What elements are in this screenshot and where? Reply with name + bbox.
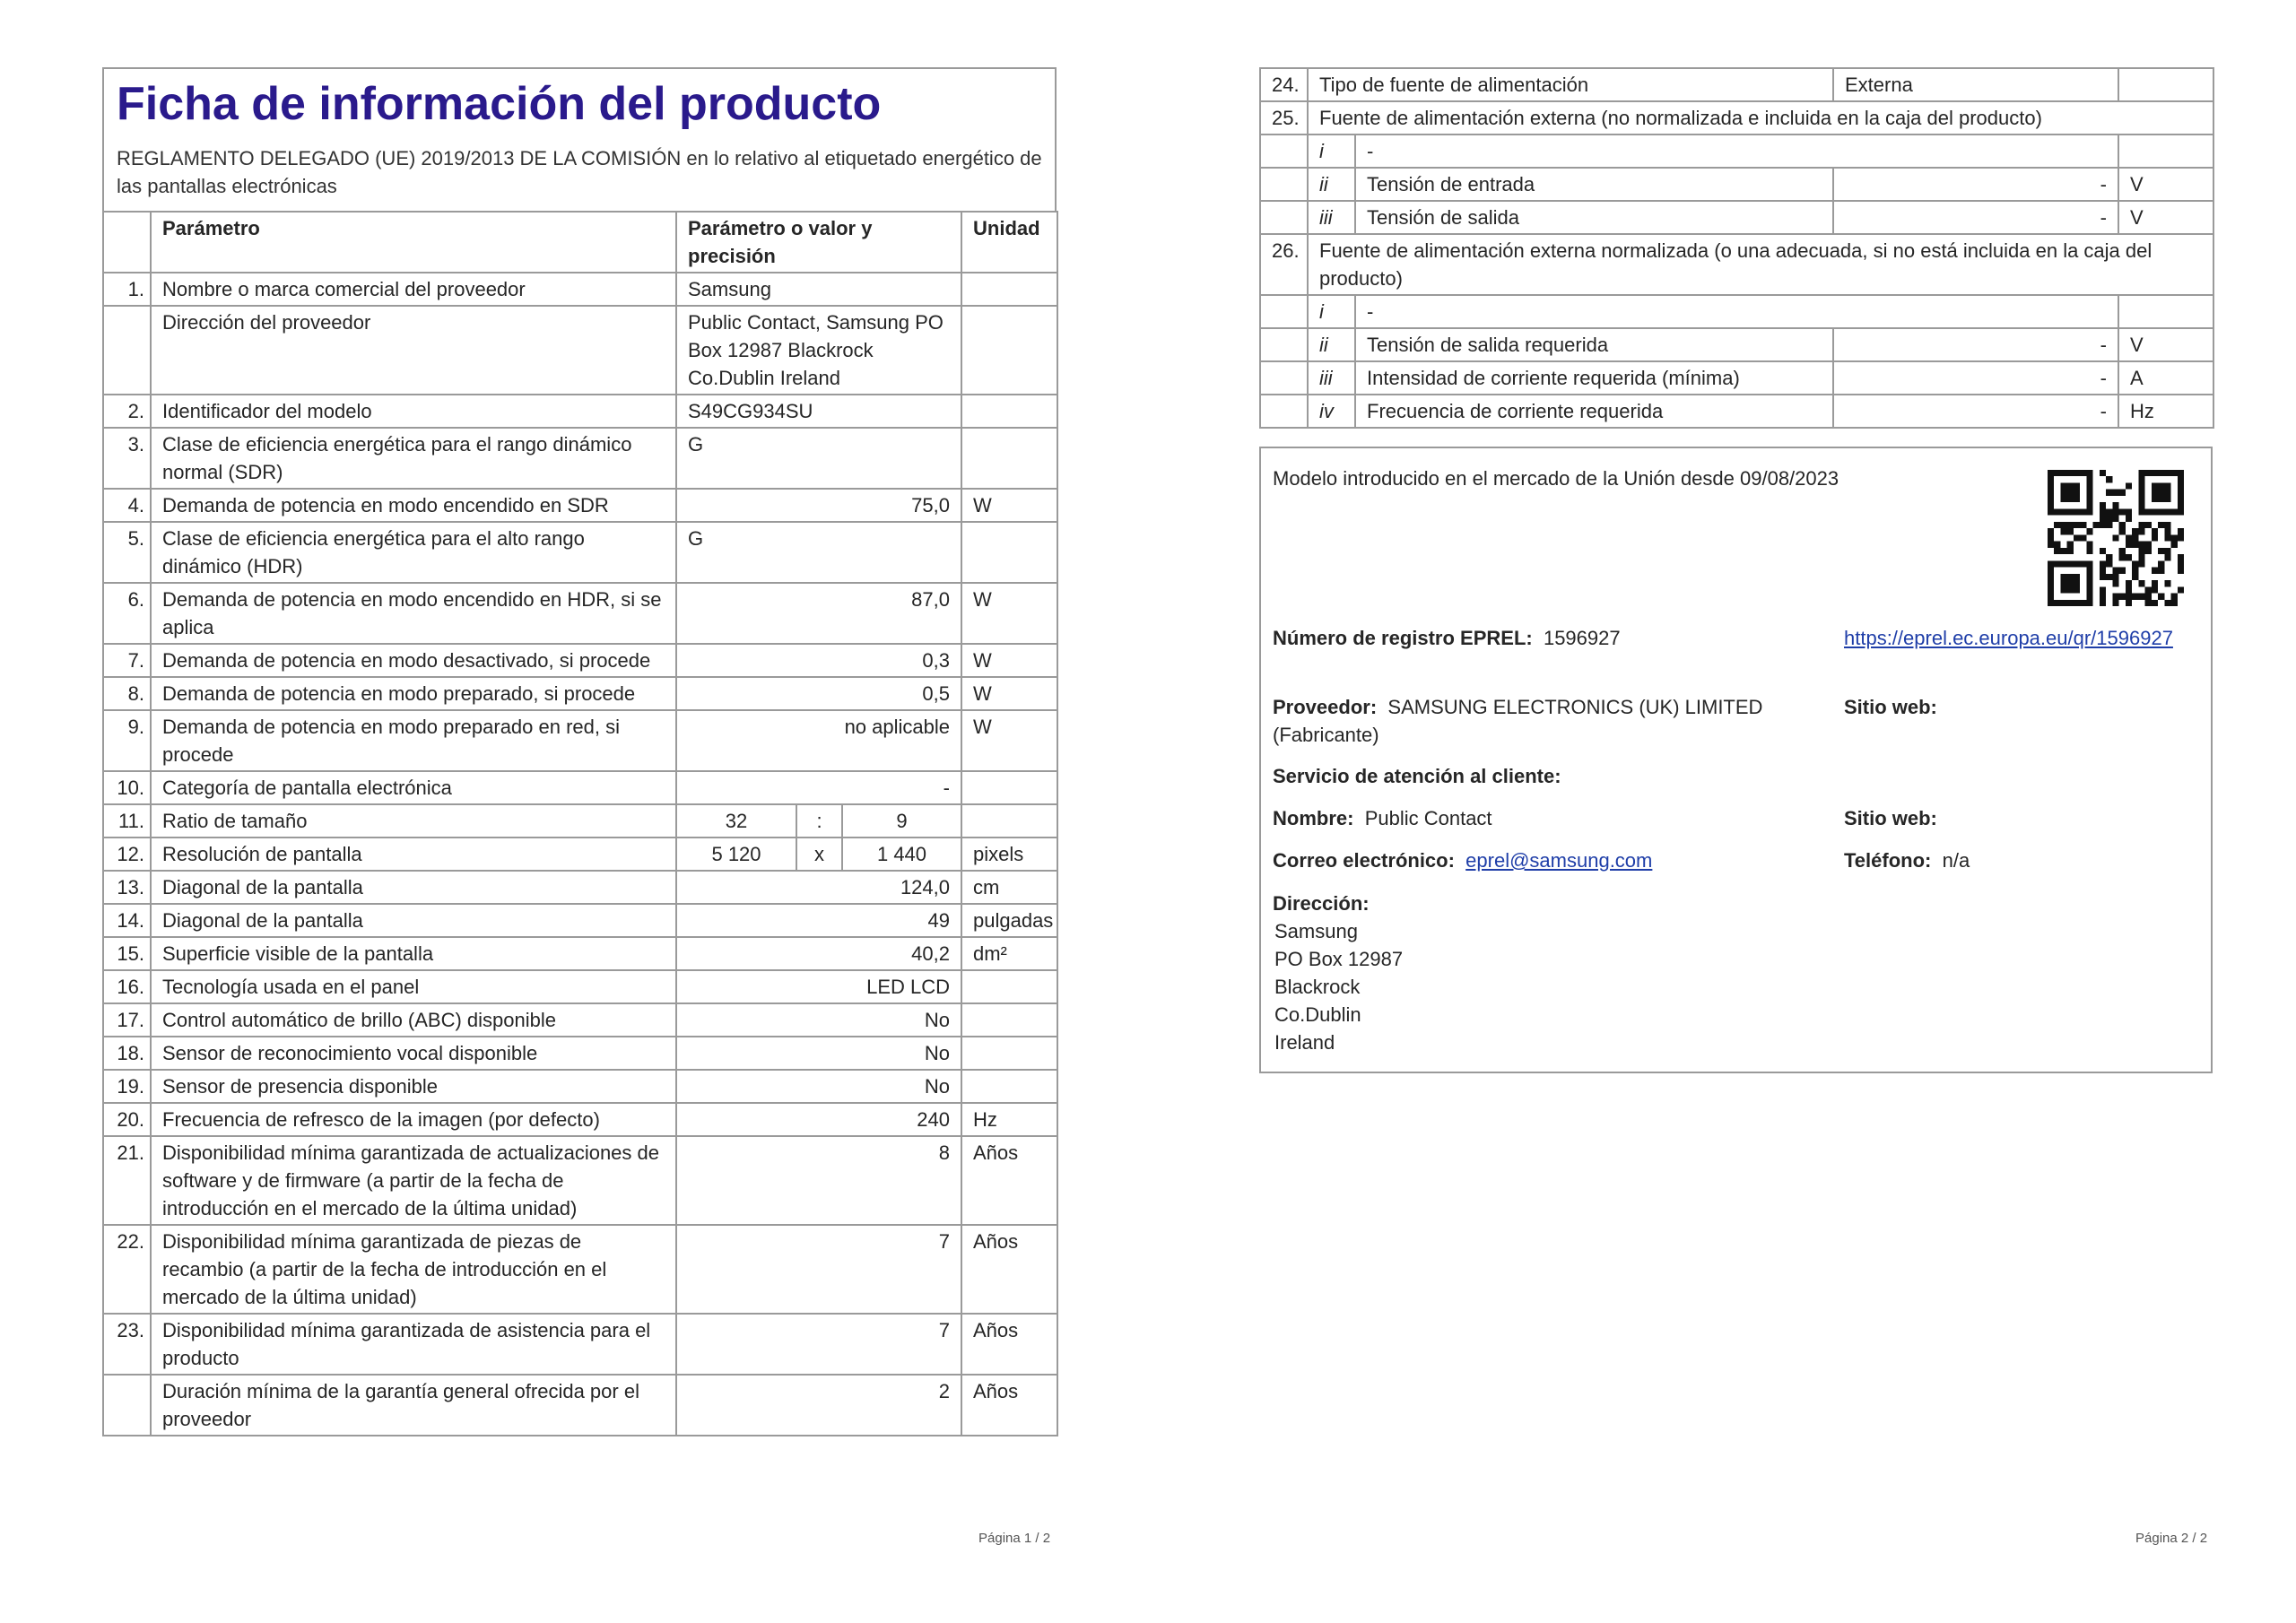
row-unit: W (961, 677, 1057, 710)
row-number: 25. (1260, 101, 1308, 135)
row-value-b: 1 440 (842, 838, 961, 871)
table-row (103, 395, 1057, 428)
row-value: No (676, 1070, 961, 1103)
row-unit: Años (961, 1225, 1057, 1314)
row-subnumber: iii (1308, 201, 1355, 234)
name-value: Public Contact (1364, 807, 1492, 829)
row-number: 14. (103, 904, 151, 937)
row-parameter: Disponibilidad mínima garantizada de asistencia para el producto (151, 1314, 676, 1375)
page-title: Ficha de información del producto (117, 78, 882, 130)
row-subnumber: i (1308, 295, 1355, 328)
row-subnumber: i (1308, 135, 1355, 168)
eprel-label: Número de registro EPREL: (1273, 627, 1533, 649)
row-unit: A (2118, 361, 2213, 395)
row-unit: cm (961, 871, 1057, 904)
row-number: 21. (103, 1136, 151, 1225)
row-parameter: Demanda de potencia en modo preparado, si procede (151, 677, 676, 710)
row-parameter: Duración mínima de la garantía general ofrecida por el proveedor (151, 1375, 676, 1436)
phone-value: n/a (1942, 849, 1970, 872)
row-value: 0,5 (676, 677, 961, 710)
supplier-label: Proveedor: (1273, 696, 1378, 718)
table-row (103, 904, 1057, 937)
row-number: 23. (103, 1314, 151, 1375)
row-value: Externa (1833, 68, 2118, 101)
table-row (103, 522, 1057, 583)
row-unit: dm² (961, 937, 1057, 970)
row-number: 8. (103, 677, 151, 710)
address-line: Samsung (1274, 920, 1358, 942)
website-label-2: Sitio web: (1844, 807, 1937, 829)
row-number: 11. (103, 804, 151, 838)
row-unit: Años (961, 1375, 1057, 1436)
contact-name (1273, 804, 1492, 832)
row-parameter: Sensor de presencia disponible (151, 1070, 676, 1103)
row-value: 8 (676, 1136, 961, 1225)
table-row (1260, 234, 2213, 295)
table-row (103, 1103, 1057, 1136)
page-number-1: Página 1 / 2 (978, 1531, 1051, 1546)
row-parameter: Demanda de potencia en modo desactivado, si procede (151, 644, 676, 677)
row-parameter: Frecuencia de refresco de la imagen (por defecto) (151, 1103, 676, 1136)
row-parameter: Clase de eficiencia energética para el alto rango dinámico (HDR) (151, 522, 676, 583)
document-header (102, 67, 1057, 211)
table-row (103, 771, 1057, 804)
table-row (103, 583, 1057, 644)
table-row (1260, 101, 2213, 135)
row-number (103, 306, 151, 395)
row-parameter: Diagonal de la pantalla (151, 871, 676, 904)
row-parameter: Clase de eficiencia energética para el rango dinámico normal (SDR) (151, 428, 676, 489)
row-subnumber: iv (1308, 395, 1355, 428)
row-value: No (676, 1003, 961, 1037)
address-label: Dirección: (1273, 892, 1370, 915)
row-value: G (676, 428, 961, 489)
table-row (1260, 395, 2213, 428)
table-row (103, 306, 1057, 395)
row-unit (2118, 68, 2213, 101)
row-parameter: Disponibilidad mínima garantizada de actualizaciones de software y de firmware (a partir de la fecha de introducción en el mercado de la última unidad) (151, 1136, 676, 1225)
page-1 (102, 67, 1057, 1436)
table-row (103, 273, 1057, 306)
row-number (103, 1375, 151, 1436)
row-value: 40,2 (676, 937, 961, 970)
row-unit: pulgadas (961, 904, 1057, 937)
row-value-separator: x (796, 838, 842, 871)
address-line: Ireland (1274, 1031, 1335, 1054)
row-value: 75,0 (676, 489, 961, 522)
address-line: Co.Dublin (1274, 1003, 1361, 1026)
row-value-separator: : (796, 804, 842, 838)
row-unit: Hz (2118, 395, 2213, 428)
row-value: - (1833, 168, 2118, 201)
table-row (103, 1375, 1057, 1436)
contact-email (1273, 846, 1652, 874)
row-number: 2. (103, 395, 151, 428)
row-value-b: 9 (842, 804, 961, 838)
row-value: 7 (676, 1225, 961, 1314)
table-row (103, 644, 1057, 677)
row-value: - (1833, 328, 2118, 361)
eprel-number (1273, 624, 1621, 652)
eprel-link-wrap (1844, 624, 2185, 652)
supplier (1273, 693, 1829, 749)
row-unit (961, 771, 1057, 804)
row-subnumber: ii (1308, 168, 1355, 201)
address-line: PO Box 12987 (1274, 948, 1404, 970)
row-parameter: Sensor de reconocimiento vocal disponible (151, 1037, 676, 1070)
phone-label: Teléfono: (1844, 849, 1932, 872)
row-unit (961, 804, 1057, 838)
table-row (1260, 201, 2213, 234)
row-number-empty (1260, 328, 1308, 361)
table-row (103, 710, 1057, 771)
row-value: - (1833, 201, 2118, 234)
row-value: - (676, 771, 961, 804)
row-unit (961, 306, 1057, 395)
row-parameter: Identificador del modelo (151, 395, 676, 428)
header-number (103, 212, 151, 273)
row-number-empty (1260, 395, 1308, 428)
table-row (1260, 135, 2213, 168)
row-unit (961, 1003, 1057, 1037)
row-number: 7. (103, 644, 151, 677)
row-unit: W (961, 489, 1057, 522)
eprel-value: 1596927 (1543, 627, 1621, 649)
row-value: 7 (676, 1314, 961, 1375)
table-row (103, 1003, 1057, 1037)
row-number-empty (1260, 201, 1308, 234)
row-unit: Años (961, 1314, 1057, 1375)
row-subnumber: iii (1308, 361, 1355, 395)
row-parameter: Demanda de potencia en modo encendido en HDR, si se aplica (151, 583, 676, 644)
table-row (103, 1225, 1057, 1314)
row-unit (961, 395, 1057, 428)
row-number: 12. (103, 838, 151, 871)
table-row (103, 1037, 1057, 1070)
row-unit (961, 273, 1057, 306)
row-number: 13. (103, 871, 151, 904)
row-parameter: Intensidad de corriente requerida (mínima) (1355, 361, 1833, 395)
power-supply-table (1259, 67, 2214, 429)
row-parameter: Resolución de pantalla (151, 838, 676, 871)
row-number-empty (1260, 361, 1308, 395)
row-value: 2 (676, 1375, 961, 1436)
row-parameter: Diagonal de la pantalla (151, 904, 676, 937)
table-row (103, 804, 1057, 838)
row-parameter: Tensión de entrada (1355, 168, 1833, 201)
row-unit (961, 1037, 1057, 1070)
row-number: 19. (103, 1070, 151, 1103)
row-parameter: Control automático de brillo (ABC) disponible (151, 1003, 676, 1037)
row-value-a: 5 120 (676, 838, 796, 871)
table-row (103, 489, 1057, 522)
row-value: - (1833, 395, 2118, 428)
row-value: 0,3 (676, 644, 961, 677)
row-value: S49CG934SU (676, 395, 961, 428)
row-unit: W (961, 583, 1057, 644)
row-value: 87,0 (676, 583, 961, 644)
address-block (1274, 917, 1403, 1056)
row-parameter: Demanda de potencia en modo encendido en SDR (151, 489, 676, 522)
row-parameter: Categoría de pantalla electrónica (151, 771, 676, 804)
row-unit (961, 428, 1057, 489)
page-number-2: Página 2 / 2 (2135, 1531, 2208, 1546)
row-value: LED LCD (676, 970, 961, 1003)
table-row (103, 677, 1057, 710)
row-unit (2118, 295, 2213, 328)
table-row (103, 871, 1057, 904)
row-number-empty (1260, 135, 1308, 168)
product-info-table (102, 211, 1058, 1436)
row-unit (961, 522, 1057, 583)
row-parameter: - (1355, 295, 2118, 328)
email-label: Correo electrónico: (1273, 849, 1455, 872)
website-label: Sitio web: (1844, 696, 1937, 718)
row-number: 10. (103, 771, 151, 804)
row-unit: V (2118, 201, 2213, 234)
row-parameter: Tecnología usada en el panel (151, 970, 676, 1003)
row-value: 124,0 (676, 871, 961, 904)
row-parameter: Ratio de tamaño (151, 804, 676, 838)
row-number: 6. (103, 583, 151, 644)
row-parameter: Tensión de salida requerida (1355, 328, 1833, 361)
name-label: Nombre: (1273, 807, 1354, 829)
eprel-link[interactable]: https://eprel.ec.europa.eu/qr/1596927 (1844, 627, 2173, 649)
row-number: 26. (1260, 234, 1308, 295)
table-row (1260, 328, 2213, 361)
row-number: 16. (103, 970, 151, 1003)
row-number: 1. (103, 273, 151, 306)
row-value: 240 (676, 1103, 961, 1136)
regulation-subtitle: REGLAMENTO DELEGADO (UE) 2019/2013 DE LA COMISIÓN en lo relativo al etiquetado energético de las pantallas electrónicas (117, 147, 1042, 197)
row-section-title: Fuente de alimentación externa normalizada (o una adecuada, si no está incluida en la caja del producto) (1308, 234, 2213, 295)
row-number: 18. (103, 1037, 151, 1070)
row-parameter: Tensión de salida (1355, 201, 1833, 234)
row-unit: pixels (961, 838, 1057, 871)
qr-code-icon (2048, 470, 2184, 606)
header-unit: Unidad (961, 212, 1057, 273)
row-number: 3. (103, 428, 151, 489)
row-value: No (676, 1037, 961, 1070)
table-row (103, 1314, 1057, 1375)
row-parameter: Nombre o marca comercial del proveedor (151, 273, 676, 306)
row-unit: W (961, 710, 1057, 771)
row-unit: V (2118, 168, 2213, 201)
row-value: Public Contact, Samsung PO Box 12987 Blackrock Co.Dublin Ireland (676, 306, 961, 395)
row-number-empty (1260, 168, 1308, 201)
row-number-empty (1260, 295, 1308, 328)
page-2 (1259, 67, 2213, 1073)
row-number: 20. (103, 1103, 151, 1136)
table-header-row (103, 212, 1057, 273)
row-parameter: Dirección del proveedor (151, 306, 676, 395)
row-value: Samsung (676, 273, 961, 306)
email-link[interactable]: eprel@samsung.com (1465, 849, 1653, 872)
row-unit (961, 970, 1057, 1003)
row-unit: Años (961, 1136, 1057, 1225)
supplier-value: SAMSUNG ELECTRONICS (UK) LIMITED (Fabricante) (1273, 696, 1763, 746)
row-number: 22. (103, 1225, 151, 1314)
table-row (103, 428, 1057, 489)
eprel-info-box (1259, 447, 2213, 1073)
table-row (103, 1070, 1057, 1103)
address-line: Blackrock (1274, 976, 1361, 998)
row-unit: V (2118, 328, 2213, 361)
row-section-title: Fuente de alimentación externa (no normalizada e incluida en la caja del producto) (1308, 101, 2213, 135)
row-number: 24. (1260, 68, 1308, 101)
row-number: 17. (103, 1003, 151, 1037)
row-number: 5. (103, 522, 151, 583)
table-row (1260, 295, 2213, 328)
row-number: 4. (103, 489, 151, 522)
table-row (1260, 168, 2213, 201)
table-row (103, 1136, 1057, 1225)
table-row (103, 970, 1057, 1003)
row-number: 9. (103, 710, 151, 771)
row-value: no aplicable (676, 710, 961, 771)
row-parameter: - (1355, 135, 2118, 168)
table-row (103, 838, 1057, 871)
row-value: G (676, 522, 961, 583)
row-unit: Hz (961, 1103, 1057, 1136)
row-value: - (1833, 361, 2118, 395)
row-number: 15. (103, 937, 151, 970)
table-row (103, 937, 1057, 970)
header-value: Parámetro o valor y precisión (676, 212, 961, 273)
row-subnumber: ii (1308, 328, 1355, 361)
row-parameter: Tipo de fuente de alimentación (1308, 68, 1833, 101)
service-label: Servicio de atención al cliente: (1273, 765, 1561, 787)
table-row (1260, 361, 2213, 395)
row-value: 49 (676, 904, 961, 937)
row-unit: W (961, 644, 1057, 677)
row-parameter: Superficie visible de la pantalla (151, 937, 676, 970)
row-value-a: 32 (676, 804, 796, 838)
contact-phone (1844, 846, 1970, 874)
table-row (1260, 68, 2213, 101)
market-date-text: Modelo introducido en el mercado de la Unión desde 09/08/2023 (1273, 467, 1839, 490)
header-parameter: Parámetro (151, 212, 676, 273)
row-parameter: Disponibilidad mínima garantizada de piezas de recambio (a partir de la fecha de introducción en el mercado de la última unidad) (151, 1225, 676, 1314)
row-parameter: Frecuencia de corriente requerida (1355, 395, 1833, 428)
row-unit (961, 1070, 1057, 1103)
row-parameter: Demanda de potencia en modo preparado en red, si procede (151, 710, 676, 771)
row-unit (2118, 135, 2213, 168)
